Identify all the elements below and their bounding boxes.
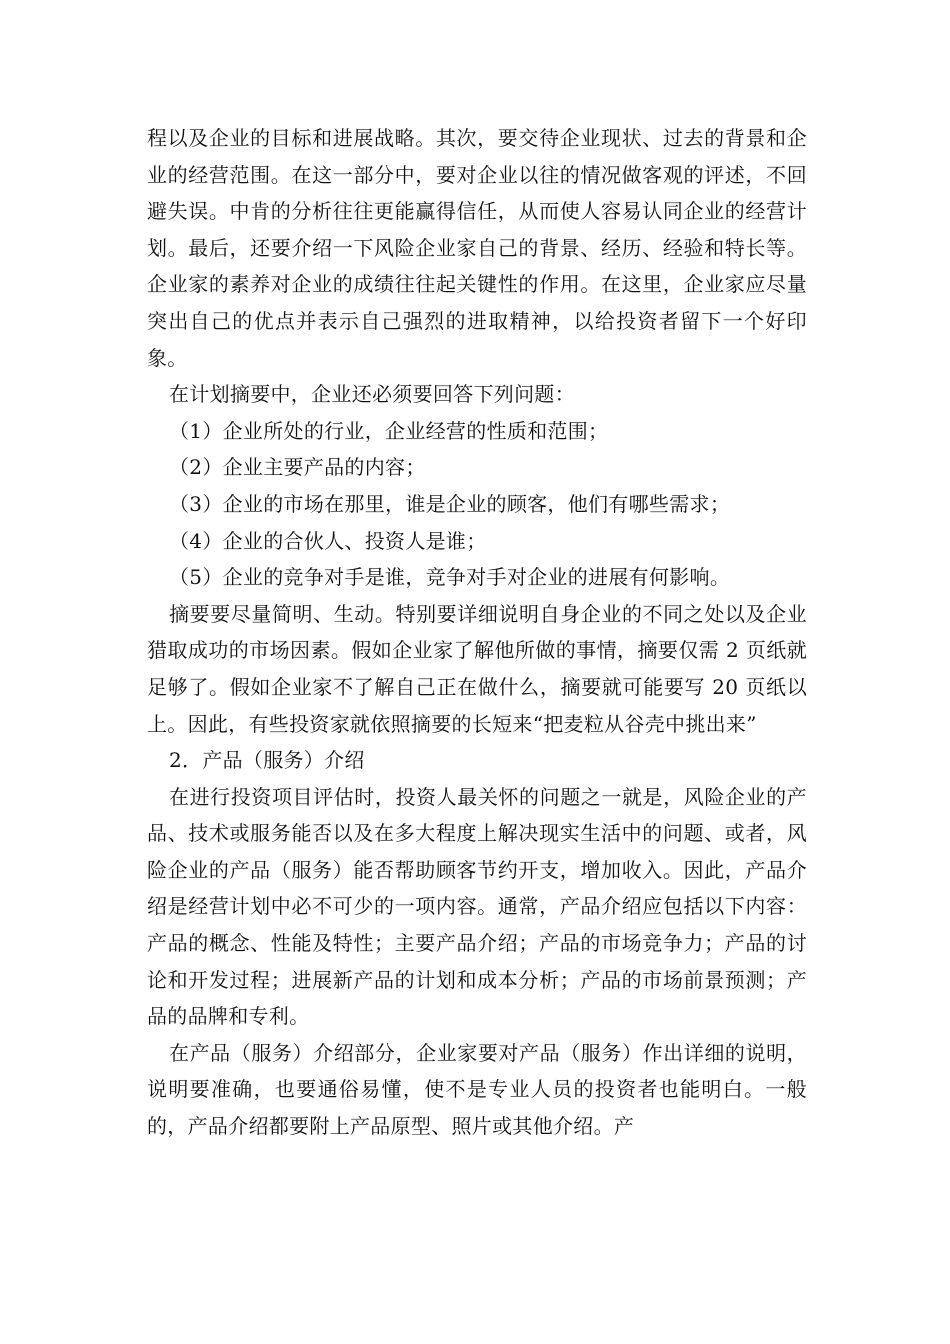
list-item: （1）企业所处的行业，企业经营的性质和范围； (169, 418, 609, 443)
document-body (147, 120, 807, 1145)
list-item: （3）企业的市场在那里，谁是企业的顾客，他们有哪些需求； (169, 491, 731, 516)
list-item: （2）企业主要产品的内容； (169, 455, 426, 480)
paragraph-summary-questions-intro: 在计划摘要中，企业还必须要回答下列问题： (169, 382, 575, 407)
list-item: （4）企业的合伙人、投资人是谁； (169, 528, 487, 553)
list-item: （5）企业的竞争对手是谁，竞争对手对企业的进展有何影响。 (169, 565, 731, 590)
section-heading: 2．产品（服务）介绍 (169, 748, 365, 773)
paragraph-product-description: 在产品（服务）介绍部分，企业家要对产品（服务）作出详细的说明，说明要准确，也要通俗易懂，使不是专业人员的投资者也能明白。一般的，产品介绍都要附上产品原型、照片或其他介绍。产 (147, 1040, 807, 1139)
paragraph-company-background: 程以及企业的目标和进展战略。其次，要交待企业现状、过去的背景和企业的经营范围。在这一部分中，要对企业以往的情况做客观的评述，不回避失误。中肯的分析往往更能赢得信任，从而使人容易认同企业的经营计划。最后，还要介绍一下风险企业家自己的背景、经历、经验和特长等。企业家的素养对企业的成绩往往起关键性的作用。在这里，企业家应尽量突出自己的优点并表示自己强烈的进取精神，以给投资者留下一个好印象。 (147, 126, 807, 370)
paragraph-summary-brevity: 摘要要尽量简明、生动。特别要详细说明自身企业的不同之处以及企业猎取成功的市场因素。假如企业家了解他所做的事情，摘要仅需 2 页纸就足够了。假如企业家不了解自己正在做什么，摘要就可能要写 20 页纸以上。因此，有些投资家就依照摘要的长短来“把麦粒从谷壳中挑出来” (147, 601, 807, 736)
paragraph-product-evaluation: 在进行投资项目评估时，投资人最关怀的问题之一就是，风险企业的产品、技术或服务能否以及在多大程度上解决现实生活中的问题、或者，风险企业的产品（服务）能否帮助顾客节约开支，增加收入。因此，产品介绍是经营计划中必不可少的一项内容。通常，产品介绍应包括以下内容：产品的概念、性能及特性；主要产品介绍；产品的市场竞争力；产品的讨论和开发过程；进展新产品的计划和成本分析；产品的市场前景预测；产品的品牌和专利。 (147, 784, 807, 1029)
